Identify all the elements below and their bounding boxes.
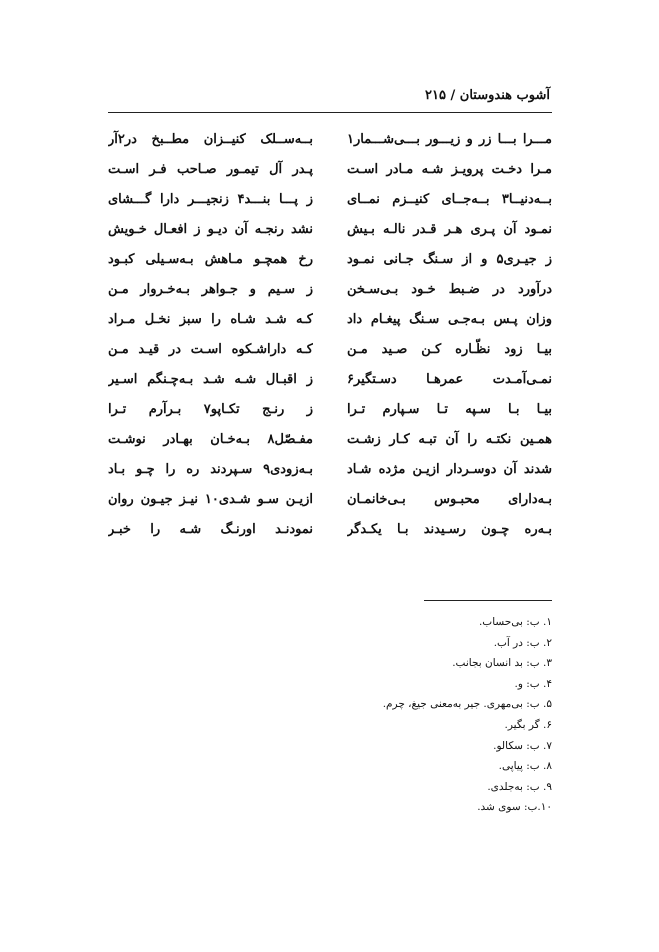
footnote-item: ۵. ب: بی‌مهری. جیر به‌معنی جیغ، چرم. bbox=[382, 698, 552, 711]
footnote-item: ۱۰.ب: سوی شد. bbox=[477, 801, 552, 814]
verse-second-hemistich: کـه داراشـکوه اسـت در قیـد مـن bbox=[108, 342, 313, 357]
verse-first-hemistich: بیـا بـا سـپه تـا سـپارم تـرا bbox=[347, 402, 552, 417]
verse-first-hemistich: وزان پـس بـه‌جـی سـنگ پیغـام داد bbox=[347, 312, 552, 327]
verse-row bbox=[108, 305, 552, 335]
verse-row bbox=[108, 365, 552, 395]
verse-first-hemistich: ز جیـری۵ و از سـنگ جـانی نمـود bbox=[347, 252, 552, 267]
verse-second-hemistich: رخ همچـو مـاهش بـه‌سـیلی کبـود bbox=[108, 252, 313, 267]
verse-second-hemistich: پـدر آل تیمـور صـاحب فـر اسـت bbox=[108, 162, 313, 177]
verse-row bbox=[108, 515, 552, 545]
verse-row bbox=[108, 125, 552, 155]
verse-row bbox=[108, 455, 552, 485]
verse-first-hemistich: بــه‌دنیــا۳ بــه‌جــای کنیــزم نمــای bbox=[347, 192, 552, 207]
verse-first-hemistich: مـــرا بـــا زر و زیـــور بـــی‌شـــمار۱ bbox=[347, 132, 552, 147]
verse-first-hemistich: همـین نکتـه را آن تبـه کـار زشـت bbox=[347, 432, 552, 447]
footnote-item: ۲. ب: در آب. bbox=[493, 636, 552, 649]
verse-second-hemistich: ز سـیم و جـواهر بـه‌خـروار مـن bbox=[108, 282, 313, 297]
running-header: آشوب هندوستان / ۲۱۵ bbox=[425, 88, 550, 103]
footnotes bbox=[300, 612, 552, 818]
verse-first-hemistich: بـه‌دارای محبـوس بـی‌خانمـان bbox=[347, 492, 552, 507]
verse-row bbox=[108, 395, 552, 425]
verse-second-hemistich: نشد رنجـه آن دیـو ز افعـال خـویش bbox=[108, 222, 313, 237]
verse-row bbox=[108, 185, 552, 215]
verse-second-hemistich: بـه‌زودی۹ سـپردند ره را چـو بـاد bbox=[108, 462, 313, 477]
footnote-item: ۷. ب: سکالو. bbox=[493, 739, 552, 752]
footnote-item: ۹. ب: به‌جلدی. bbox=[487, 780, 552, 793]
verse-second-hemistich: نمودنـد اورنـگ شـه را خبـر bbox=[108, 522, 313, 537]
verse-second-hemistich: ز رنـج تکـاپو۷ بـرآرم تـرا bbox=[108, 402, 313, 417]
verse-second-hemistich: بــه‌ســلک کنیــزان مطــبخ در۲آر bbox=[108, 132, 313, 147]
verse-row bbox=[108, 485, 552, 515]
footnote-item: ۶. گر بگیر. bbox=[504, 718, 552, 731]
footnote-item: ۸. ب: پیاپی. bbox=[498, 760, 552, 773]
verse-row bbox=[108, 215, 552, 245]
verse-first-hemistich: مـرا دخـت پرویـز شـه مـادر اسـت bbox=[347, 162, 552, 177]
footnote-item: ۱. ب: بی‌حساب. bbox=[478, 616, 552, 628]
footnote-item: ۳. ب: بد انسان بجانب. bbox=[452, 657, 552, 670]
verse-second-hemistich: ازیـن سـو شـدی۱۰ نیـز جیـون روان bbox=[108, 492, 313, 507]
verse-row bbox=[108, 155, 552, 185]
verse-first-hemistich: نمـی‌آمـدت عمرهـا دسـتگیر۶ bbox=[347, 372, 552, 387]
verse-second-hemistich: ز اقبـال شـه شـد بـه‌چـنگم اسـیر bbox=[108, 372, 313, 387]
verse-row bbox=[108, 275, 552, 305]
verse-first-hemistich: شدند آن دوسـردار ازیـن مژده شـاد bbox=[347, 462, 552, 477]
verse-first-hemistich: بـه‌ره چـون رسـیدند بـا یکـدگر bbox=[347, 522, 552, 537]
footnote-item: ۴. ب: و. bbox=[514, 677, 552, 690]
poem-verses bbox=[108, 125, 552, 545]
footnote-rule bbox=[424, 600, 552, 601]
header-rule bbox=[108, 112, 552, 113]
verse-row bbox=[108, 245, 552, 275]
verse-second-hemistich: ز پـــا بنـــد۴ زنجیـــر دارا گـــشای bbox=[108, 192, 313, 207]
verse-row bbox=[108, 425, 552, 455]
verse-second-hemistich: کـه شـد شـاه را سبز نخـل مـراد bbox=[108, 312, 313, 327]
verse-second-hemistich: مفـصّل۸ بـه‌خـان بهـادر نوشـت bbox=[108, 432, 313, 447]
verse-first-hemistich: نمـود آن پـری هـر قـدر نالـه بـیش bbox=[347, 222, 552, 237]
verse-first-hemistich: بیـا زود نظّـاره کـن صـید مـن bbox=[347, 342, 552, 357]
verse-row bbox=[108, 335, 552, 365]
verse-first-hemistich: درآورد در ضـبط خـود بـی‌سـخن bbox=[347, 282, 552, 297]
